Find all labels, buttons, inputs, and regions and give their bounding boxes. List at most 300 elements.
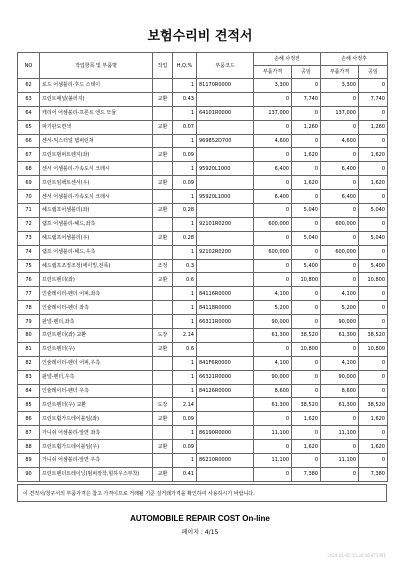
col-before-labor: 공임 — [292, 66, 321, 79]
cell-bp: 0 — [254, 412, 292, 426]
table-row — [18, 454, 388, 468]
cell-al: 10,800 — [359, 273, 388, 287]
cell-ap: 0 — [321, 467, 359, 481]
cell-code — [197, 342, 254, 356]
cell-work — [153, 356, 173, 370]
cell-work — [153, 384, 173, 398]
cell-code — [197, 148, 254, 162]
cell-work — [153, 106, 173, 120]
cell-no: 75 — [18, 259, 40, 273]
cell-al: 5,400 — [359, 259, 388, 273]
cell-ap: 0 — [321, 120, 359, 134]
cell-item: 파기판도면색 — [40, 120, 153, 134]
cell-bl: 0 — [292, 454, 321, 468]
cell-bp: 0 — [254, 259, 292, 273]
col-after-assessment: 손해 사정후 — [321, 53, 388, 66]
cell-hq: 1 — [173, 134, 197, 148]
cell-bl: 1,620 — [292, 148, 321, 162]
cell-code: 95920L1000 — [197, 162, 254, 176]
document-title: 보험수리비 견적서 — [147, 29, 253, 44]
cell-al: 0 — [359, 426, 388, 440]
cell-item: 판넬-펜더,좌측 — [40, 315, 153, 329]
cell-item: 인슐레이터-펜더 어퍼,우측 — [40, 356, 153, 370]
cell-no: 87 — [18, 426, 40, 440]
cell-bl: 0 — [292, 217, 321, 231]
cell-code: 95920L1000 — [197, 190, 254, 204]
table-row — [18, 287, 388, 301]
cell-ap: 0 — [321, 259, 359, 273]
cell-bl: 10,800 — [292, 273, 321, 287]
cell-bl: 38,520 — [292, 329, 321, 343]
cell-al: 0 — [359, 245, 388, 259]
cell-al: 1,620 — [359, 148, 388, 162]
cell-code — [197, 398, 254, 412]
cell-bl: 7,380 — [292, 467, 321, 481]
cell-hq: 1 — [173, 356, 197, 370]
cell-bp: 6,400 — [254, 162, 292, 176]
cell-no: 65 — [18, 120, 40, 134]
cell-code — [197, 92, 254, 106]
cell-al: 7,740 — [359, 92, 388, 106]
cell-ap: 3,300 — [321, 79, 359, 93]
cell-hq: 0.28 — [173, 231, 197, 245]
cell-al: 1,620 — [359, 440, 388, 454]
cell-hq: 1 — [173, 426, 197, 440]
cell-code: 84126R0000 — [197, 384, 254, 398]
cell-al: 1,620 — [359, 412, 388, 426]
print-stamp: 2024-01-05 15:34:56 KT1091 — [327, 553, 386, 558]
cell-code: 66311R0000 — [197, 315, 254, 329]
cell-ap: 8,600 — [321, 384, 359, 398]
cell-ap: 0 — [321, 273, 359, 287]
cell-bl: 10,800 — [292, 342, 321, 356]
cell-code — [197, 204, 254, 218]
cell-code: 64101R0000 — [197, 106, 254, 120]
cell-al: 1,620 — [359, 176, 388, 190]
cell-bp: 11,100 — [254, 454, 292, 468]
cell-code: 92102R0200 — [197, 245, 254, 259]
cell-ap: 6,400 — [321, 162, 359, 176]
cell-al: 38,520 — [359, 329, 388, 343]
cell-item: 센서-익스터널 템퍼런쳐 — [40, 134, 153, 148]
cell-work: 교환 — [153, 231, 173, 245]
cell-item: 프런트임팩트센서(우) — [40, 176, 153, 190]
cell-no: 86 — [18, 412, 40, 426]
cell-bp: 61,300 — [254, 398, 292, 412]
cell-code: 81170R0000 — [197, 79, 254, 93]
cell-no: 72 — [18, 217, 40, 231]
header-row — [18, 53, 388, 66]
cell-bl: 5,040 — [292, 231, 321, 245]
cell-bp: 0 — [254, 231, 292, 245]
cell-bl: 5,400 — [292, 259, 321, 273]
cell-no: 80 — [18, 329, 40, 343]
cell-ap: 137,000 — [321, 106, 359, 120]
cell-hq: 2.14 — [173, 329, 197, 343]
cell-ap: 0 — [321, 176, 359, 190]
cell-hq: 2.14 — [173, 398, 197, 412]
cell-no: 66 — [18, 134, 40, 148]
cell-bp: 0 — [254, 440, 292, 454]
cell-bl: 1,620 — [292, 440, 321, 454]
cell-no: 89 — [18, 454, 40, 468]
cell-ap: 61,300 — [321, 398, 359, 412]
cell-item: 프런트펜더트레이닝(범퍼장착,힐하우스부착) — [40, 467, 153, 481]
cell-hq: 1 — [173, 217, 197, 231]
table-row — [18, 106, 388, 120]
col-after-part-price: 부품가격 — [321, 66, 359, 79]
table-row — [18, 134, 388, 148]
cell-bl: 0 — [292, 245, 321, 259]
cell-bp: 4,600 — [254, 134, 292, 148]
cell-no: 69 — [18, 176, 40, 190]
cell-ap: 4,600 — [321, 134, 359, 148]
cell-bl: 0 — [292, 301, 321, 315]
cell-hq: 0.6 — [173, 342, 197, 356]
cell-bl: 0 — [292, 106, 321, 120]
cell-al: 0 — [359, 190, 388, 204]
cell-al: 0 — [359, 79, 388, 93]
cell-code — [197, 120, 254, 134]
cell-no: 73 — [18, 231, 40, 245]
cell-code — [197, 176, 254, 190]
page-number: 페이지 : 4/15 — [181, 529, 219, 536]
cell-bp: 3,300 — [254, 79, 292, 93]
cell-bp: 600,000 — [254, 217, 292, 231]
cell-al: 10,800 — [359, 342, 388, 356]
cell-ap: 61,300 — [321, 329, 359, 343]
cell-bl: 0 — [292, 134, 321, 148]
cell-work: 조정 — [153, 259, 173, 273]
cell-work — [153, 315, 173, 329]
table-row — [18, 467, 388, 481]
cell-al: 38,520 — [359, 398, 388, 412]
cell-bp: 0 — [254, 467, 292, 481]
cell-code — [197, 440, 254, 454]
cell-hq: 0.43 — [173, 92, 197, 106]
cell-ap: 5,200 — [321, 301, 359, 315]
cell-bl: 0 — [292, 315, 321, 329]
cell-bp: 90,000 — [254, 315, 292, 329]
cell-bl: 0 — [292, 356, 321, 370]
table-row — [18, 245, 388, 259]
col-item: 작업항목 및 부품명 — [40, 53, 153, 79]
cell-item: 헤드램프조정조정(에이밍,전폭) — [40, 259, 153, 273]
cell-hq: 1 — [173, 245, 197, 259]
cell-bl: 0 — [292, 162, 321, 176]
cell-bp: 90,000 — [254, 370, 292, 384]
cell-ap: 0 — [321, 231, 359, 245]
cell-ap: 0 — [321, 148, 359, 162]
cell-no: 83 — [18, 370, 40, 384]
cell-code: 86190R0000 — [197, 426, 254, 440]
cell-item: 램프 어셈블리-헤드,우측 — [40, 245, 153, 259]
cell-bp: 0 — [254, 273, 292, 287]
cell-hq: 1 — [173, 454, 197, 468]
table-row — [18, 301, 388, 315]
table-row — [18, 190, 388, 204]
cell-no: 85 — [18, 398, 40, 412]
cell-code: 84116R0000 — [197, 287, 254, 301]
cell-item: 센서 어셈블리-가속도식 크래시 — [40, 190, 153, 204]
cell-hq: 0.3 — [173, 259, 197, 273]
cell-work — [153, 245, 173, 259]
cell-work: 교환 — [153, 273, 173, 287]
cell-work — [153, 301, 173, 315]
cell-bp: 600,000 — [254, 245, 292, 259]
cell-work: 교환 — [153, 176, 173, 190]
cell-hq: 1 — [173, 301, 197, 315]
cell-bl: 1,620 — [292, 176, 321, 190]
col-no: NO — [18, 53, 40, 79]
cell-no: 71 — [18, 204, 40, 218]
cell-bl: 1,260 — [292, 120, 321, 134]
cell-bl: 1,620 — [292, 412, 321, 426]
table-row — [18, 398, 388, 412]
cell-ap: 11,100 — [321, 426, 359, 440]
cell-bl: 38,520 — [292, 398, 321, 412]
cell-al: 0 — [359, 134, 388, 148]
cell-work: 교환 — [153, 148, 173, 162]
cell-item: 헤드램프어셈블리(우) — [40, 231, 153, 245]
cell-item: 센서 어셈블리-가속도식 크래시 — [40, 162, 153, 176]
cell-no: 81 — [18, 342, 40, 356]
cell-item: 가니쉬 어셈블리-앞면 좌측 — [40, 426, 153, 440]
cell-bp: 5,200 — [254, 301, 292, 315]
cell-item: 램프 어셈블리-헤드,좌측 — [40, 217, 153, 231]
cell-ap: 0 — [321, 412, 359, 426]
cell-item: 인슐레이터-펜더 우측 — [40, 384, 153, 398]
col-before-assessment: 손해 사정전 — [254, 53, 321, 66]
table-row — [18, 342, 388, 356]
cell-item: 캐리어 어셈블리-프론트 엔드 모듈 — [40, 106, 153, 120]
cell-bp: 6,400 — [254, 190, 292, 204]
cell-item: 헤드램프어셈블리(좌) — [40, 204, 153, 218]
cell-al: 0 — [359, 454, 388, 468]
table-row — [18, 356, 388, 370]
cell-no: 78 — [18, 301, 40, 315]
cell-al: 0 — [359, 384, 388, 398]
cell-code: 841F6R0000 — [197, 356, 254, 370]
cell-item: 프런트휠가드테이블임(우) — [40, 440, 153, 454]
cell-item: 프런트펜더(좌) — [40, 273, 153, 287]
cell-hq: 0.07 — [173, 120, 197, 134]
cell-bl: 0 — [292, 287, 321, 301]
cell-no: 90 — [18, 467, 40, 481]
cell-ap: 0 — [321, 440, 359, 454]
table-row — [18, 231, 388, 245]
col-hqty: H,Q,% — [173, 53, 197, 79]
cell-no: 77 — [18, 287, 40, 301]
cell-work — [153, 190, 173, 204]
cell-hq: 0.09 — [173, 148, 197, 162]
cell-al: 0 — [359, 162, 388, 176]
table-row — [18, 384, 388, 398]
cell-item: 가니쉬 어셈블리-앞면 우측 — [40, 454, 153, 468]
cell-code — [197, 259, 254, 273]
cell-work — [153, 287, 173, 301]
cell-bp: 0 — [254, 120, 292, 134]
footer-service-name: AUTOMOBILE REPAIR COST On-line — [130, 514, 270, 523]
cell-no: 82 — [18, 356, 40, 370]
cell-work: 교환 — [153, 467, 173, 481]
cell-work: 교환 — [153, 92, 173, 106]
cell-al: 0 — [359, 106, 388, 120]
col-after-labor: 공임 — [359, 66, 388, 79]
cell-hq: 0.41 — [173, 467, 197, 481]
cell-al: 0 — [359, 370, 388, 384]
table-row — [18, 426, 388, 440]
cell-item: 로드 어셈블리-후드 스테이 — [40, 79, 153, 93]
cell-item: 인슐레이터-펜더 좌측 — [40, 301, 153, 315]
cell-bp: 0 — [254, 204, 292, 218]
cell-bp: 137,000 — [254, 106, 292, 120]
table-row — [18, 273, 388, 287]
cell-work: 교환 — [153, 204, 173, 218]
cell-work: 교환 — [153, 412, 173, 426]
cell-al: 0 — [359, 301, 388, 315]
cell-work — [153, 79, 173, 93]
cell-work — [153, 217, 173, 231]
cell-al: 0 — [359, 315, 388, 329]
table-row — [18, 259, 388, 273]
cell-work: 교환 — [153, 342, 173, 356]
cell-no: 67 — [18, 148, 40, 162]
cell-bl: 7,740 — [292, 92, 321, 106]
cell-hq: 0.09 — [173, 176, 197, 190]
cell-work: 도장 — [153, 329, 173, 343]
cell-work: 교환 — [153, 440, 173, 454]
cell-al: 0 — [359, 217, 388, 231]
cell-code: 86210R0000 — [197, 454, 254, 468]
estimate-table — [17, 52, 388, 482]
cell-al: 0 — [359, 287, 388, 301]
cell-bp: 11,100 — [254, 426, 292, 440]
cell-item: 프런트펜더(우) 교환 — [40, 398, 153, 412]
cell-ap: 90,000 — [321, 370, 359, 384]
cell-item: 프런트펜더(우) — [40, 342, 153, 356]
cell-code: 969852D700 — [197, 134, 254, 148]
cell-work — [153, 454, 173, 468]
cell-hq: 0.28 — [173, 204, 197, 218]
cell-item: 판넬-펜더,우측 — [40, 370, 153, 384]
cell-al: 5,040 — [359, 204, 388, 218]
table-row — [18, 329, 388, 343]
cell-hq: 1 — [173, 106, 197, 120]
cell-item: 프런트휠가드테이블임(좌) — [40, 412, 153, 426]
cell-bp: 4,100 — [254, 287, 292, 301]
cell-bp: 8,600 — [254, 384, 292, 398]
table-row — [18, 315, 388, 329]
cell-code: 92101R0200 — [197, 217, 254, 231]
cell-no: 70 — [18, 190, 40, 204]
table-row — [18, 440, 388, 454]
cell-bp: 4,100 — [254, 356, 292, 370]
cell-item: 프런트펜더(좌) 교환 — [40, 329, 153, 343]
col-before-part-price: 부품가격 — [254, 66, 292, 79]
cell-ap: 90,000 — [321, 315, 359, 329]
cell-no: 63 — [18, 92, 40, 106]
cell-code — [197, 329, 254, 343]
cell-bl: 0 — [292, 79, 321, 93]
cell-hq: 1 — [173, 162, 197, 176]
cell-hq: 0.09 — [173, 412, 197, 426]
cell-code — [197, 231, 254, 245]
cell-bl: 0 — [292, 190, 321, 204]
cell-no: 62 — [18, 79, 40, 93]
cell-work: 도장 — [153, 398, 173, 412]
table-row — [18, 217, 388, 231]
table-row — [18, 92, 388, 106]
cell-hq: 1 — [173, 190, 197, 204]
col-work: 작업 — [153, 53, 173, 79]
cell-work — [153, 426, 173, 440]
cell-bp: 0 — [254, 92, 292, 106]
cell-hq: 1 — [173, 384, 197, 398]
table-row — [18, 120, 388, 134]
cell-code: 66321R0000 — [197, 370, 254, 384]
cell-ap: 4,100 — [321, 287, 359, 301]
cell-code — [197, 273, 254, 287]
table-row — [18, 412, 388, 426]
cell-al: 5,040 — [359, 231, 388, 245]
cell-code — [197, 467, 254, 481]
cell-work: 교환 — [153, 120, 173, 134]
cell-ap: 600,000 — [321, 245, 359, 259]
cell-al: 7,380 — [359, 467, 388, 481]
cell-bl: 5,040 — [292, 204, 321, 218]
cell-no: 64 — [18, 106, 40, 120]
cell-work — [153, 134, 173, 148]
cell-item: 프런트범퍼트렌지(좌) — [40, 148, 153, 162]
cell-no: 84 — [18, 384, 40, 398]
cell-ap: 0 — [321, 92, 359, 106]
cell-al: 1,260 — [359, 120, 388, 134]
cell-ap: 0 — [321, 342, 359, 356]
cell-ap: 0 — [321, 204, 359, 218]
table-row — [18, 148, 388, 162]
table-row — [18, 204, 388, 218]
cell-item: 프런트패널(불러지) — [40, 92, 153, 106]
table-row — [18, 176, 388, 190]
cell-bp: 0 — [254, 176, 292, 190]
cell-no: 74 — [18, 245, 40, 259]
cell-code: 84118R0000 — [197, 301, 254, 315]
cell-al: 0 — [359, 356, 388, 370]
cell-hq: 1 — [173, 315, 197, 329]
cell-bp: 61,300 — [254, 329, 292, 343]
cell-hq: 0.09 — [173, 440, 197, 454]
table-row — [18, 162, 388, 176]
cell-work — [153, 370, 173, 384]
cell-hq: 1 — [173, 287, 197, 301]
cell-hq: 0.6 — [173, 273, 197, 287]
cell-no: 79 — [18, 315, 40, 329]
cell-work — [153, 162, 173, 176]
cell-ap: 6,400 — [321, 190, 359, 204]
cell-code — [197, 412, 254, 426]
cell-no: 76 — [18, 273, 40, 287]
cell-bp: 0 — [254, 148, 292, 162]
cell-ap: 600,000 — [321, 217, 359, 231]
cell-no: 68 — [18, 162, 40, 176]
cell-bp: 0 — [254, 342, 292, 356]
cell-item: 인슐레이터-펜더 어퍼,좌측 — [40, 287, 153, 301]
cell-hq: 1 — [173, 370, 197, 384]
table-row — [18, 79, 388, 93]
cell-bl: 0 — [292, 370, 321, 384]
cell-ap: 4,100 — [321, 356, 359, 370]
